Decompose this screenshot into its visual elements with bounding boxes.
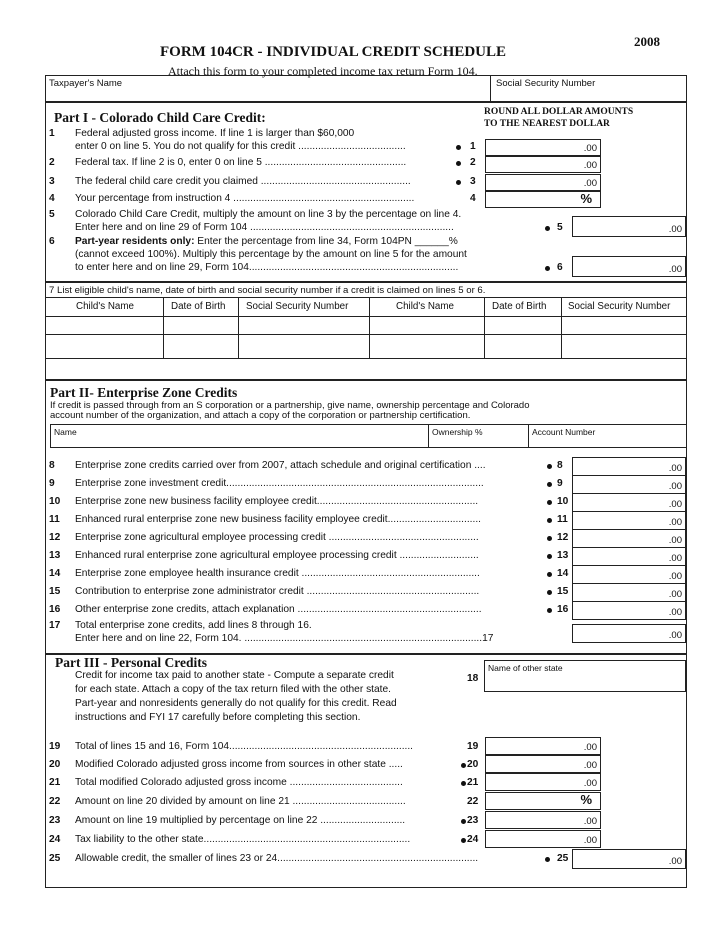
children-table (45, 282, 687, 380)
line19-input[interactable] (485, 737, 601, 755)
part3-intro-3: Part-year and nonresidents generally do not qualify for this credit. Read (75, 698, 397, 709)
cents-label: .00 (583, 760, 597, 771)
cents-label: .00 (668, 517, 682, 528)
line-text: Enterprise zone employee health insurance credit ............................................................... (75, 568, 480, 579)
line-text: Enter here and on line 22, Form 104. ....................................................................................17 (75, 633, 494, 644)
bullet-icon (461, 838, 466, 843)
line21-input[interactable] (485, 773, 601, 791)
cents-label: .00 (583, 835, 597, 846)
line-text: Your percentage from instruction 4 ................................................................ (75, 193, 415, 204)
line-ref: 11 (557, 514, 568, 525)
line-number: 3 (49, 176, 55, 187)
ssn-label: Social Security Number (496, 78, 596, 89)
line-text: enter 0 on line 5. You do not qualify for this credit ...................................... (75, 141, 406, 152)
line-number: 13 (49, 550, 61, 561)
col-childs-name: Child's Name (76, 301, 134, 312)
line8-input[interactable] (572, 457, 686, 476)
bullet-icon (456, 145, 461, 150)
col-date-of-birth: Date of Birth (171, 301, 226, 312)
cents-label: .00 (668, 224, 682, 235)
line5-input[interactable] (572, 216, 686, 237)
line-number: 23 (49, 815, 61, 826)
bullet-icon (545, 857, 550, 862)
line25-input[interactable] (572, 849, 686, 869)
line-ref: 9 (557, 478, 563, 489)
bullet-icon (547, 572, 552, 577)
line-ref: 18 (467, 673, 479, 684)
other-state-label: Name of other state (488, 663, 563, 673)
line-number: 6 (49, 236, 55, 247)
line-number: 16 (49, 604, 61, 615)
line-ref: 10 (557, 496, 569, 507)
line16-input[interactable] (572, 601, 686, 620)
cents-label: .00 (668, 535, 682, 546)
line-number: 22 (49, 796, 61, 807)
line-ref: 24 (467, 834, 479, 845)
line3-input[interactable] (485, 174, 601, 191)
bullet-icon (545, 266, 550, 271)
cents-label: .00 (583, 742, 597, 753)
line20-input[interactable] (485, 755, 601, 773)
line-ref: 21 (467, 777, 479, 788)
line-number: 19 (49, 741, 61, 752)
part2-desc-2: account number of the organization, and attach a copy of the corporation or partnership certification. (50, 410, 471, 421)
line7-text: 7 List eligible child's name, date of birth and social security number if a credit is claimed on lines 5 or 6. (49, 285, 486, 296)
line-ref: 20 (467, 759, 479, 770)
child-name-input[interactable] (47, 335, 162, 357)
round-note-1: ROUND ALL DOLLAR AMOUNTS (484, 107, 634, 117)
line-text: Total of lines 15 and 16, Form 104................................................................. (75, 741, 414, 752)
col-ssn: Social Security Number (568, 301, 671, 312)
line24-input[interactable] (485, 830, 601, 848)
line-ref: 8 (557, 460, 563, 471)
line15-input[interactable] (572, 583, 686, 602)
line2-input[interactable] (485, 156, 601, 173)
line-text: Other enterprise zone credits, attach explanation ................................................................. (75, 604, 482, 615)
part3-intro-1: Credit for income tax paid to another state - Compute a separate credit (75, 670, 394, 681)
line-ref: 16 (557, 604, 569, 615)
bullet-icon (547, 464, 552, 469)
bullet-icon (547, 482, 552, 487)
line-ref: 19 (467, 741, 479, 752)
line-ref: 6 (557, 262, 563, 273)
cents-label: .00 (668, 264, 682, 275)
cents-label: .00 (668, 571, 682, 582)
percent-label: % (580, 792, 592, 807)
line11-input[interactable] (572, 511, 686, 530)
form-year: 2008 (634, 34, 660, 49)
bullet-icon (547, 518, 552, 523)
line-text: Federal tax. If line 2 is 0, enter 0 on line 5 .................................................. (75, 157, 407, 168)
cents-label: .00 (668, 630, 682, 641)
line-ref: 23 (467, 815, 479, 826)
taxpayer-name-label: Taxpayer's Name (49, 78, 123, 89)
account-number-label: Account Number (532, 427, 596, 437)
form-title: FORM 104CR - INDIVIDUAL CREDIT SCHEDULE (160, 44, 507, 60)
line-ref: 25 (557, 853, 569, 864)
cents-label: .00 (583, 816, 597, 827)
taxpayer-name-field[interactable] (46, 87, 489, 100)
line-ref: 3 (470, 176, 476, 187)
part3-intro-4: instructions and FYI 17 carefully before completing this section. (75, 712, 361, 723)
col-childs-name: Child's Name (396, 301, 454, 312)
line10-input[interactable] (572, 493, 686, 512)
taxpayer-row (45, 75, 687, 102)
line-number: 11 (49, 514, 60, 525)
line-number: 2 (49, 157, 55, 168)
part2-desc-1: If credit is passed through from an S corporation or a partnership, give name, ownership percentage and Colorado (50, 400, 530, 411)
line-text: Amount on line 20 divided by amount on line 21 ........................................ (75, 796, 406, 807)
line6-text (75, 236, 458, 248)
ssn-field[interactable] (492, 87, 684, 100)
line14-input[interactable] (572, 565, 686, 584)
cents-label: .00 (668, 553, 682, 564)
bullet-icon (456, 180, 461, 185)
cents-label: .00 (668, 481, 682, 492)
line-number: 15 (49, 586, 61, 597)
cents-label: .00 (583, 143, 597, 154)
line1-input[interactable] (485, 139, 601, 156)
line-number: 4 (49, 193, 55, 204)
col-ssn: Social Security Number (246, 301, 349, 312)
line-ref: 14 (557, 568, 569, 579)
bullet-icon (547, 536, 552, 541)
line6-bold-label: Part-year residents only: (75, 236, 195, 247)
percent-label: % (580, 191, 592, 206)
line-text: Total modified Colorado adjusted gross income ........................................ (75, 777, 403, 788)
bullet-icon (547, 608, 552, 613)
line-ref: 13 (557, 550, 569, 561)
line-text: Enterprise zone agricultural employee processing credit ..................................................... (75, 532, 479, 543)
part1-title: Part I - Colorado Child Care Credit: (54, 110, 266, 125)
line-ref: 12 (557, 532, 569, 543)
line-text: Allowable credit, the smaller of lines 23 or 24....................................................................... (75, 853, 479, 864)
name-label: Name (54, 427, 77, 437)
part2-title: Part II- Enterprise Zone Credits (50, 385, 238, 400)
line-text: Enhanced rural enterprise zone agricultural employee processing credit ............................ (75, 550, 479, 561)
line-number: 21 (49, 777, 61, 788)
line-number: 9 (49, 478, 55, 489)
line17-input[interactable] (572, 624, 686, 643)
line-ref: 2 (470, 157, 476, 168)
line-number: 24 (49, 834, 61, 845)
line6-input[interactable] (572, 256, 686, 277)
line-text: Colorado Child Care Credit, multiply the amount on line 3 by the percentage on line 4. (75, 209, 462, 220)
line-number: 12 (49, 532, 61, 543)
line-number: 1 (49, 128, 55, 139)
line-ref: 22 (467, 796, 479, 807)
line-text: (cannot exceed 100%). Multiply this percentage by the amount on line 5 for the amount (75, 249, 467, 260)
line-ref: 5 (557, 222, 563, 233)
line-text: Federal adjusted gross income. If line 1 is larger than $60,000 (75, 128, 355, 139)
part3-title: Part III - Personal Credits (55, 655, 207, 670)
line-number: 8 (49, 460, 55, 471)
line13-input[interactable] (572, 547, 686, 566)
bullet-icon (547, 500, 552, 505)
bullet-icon (461, 819, 466, 824)
round-note-2: TO THE NEAREST DOLLAR (484, 119, 610, 129)
line-text: Enterprise zone credits carried over from 2007, attach schedule and original certification .... (75, 460, 486, 471)
line-text: Contribution to enterprise zone administrator credit ............................................................. (75, 586, 480, 597)
line6-text-rest: Enter the percentage from line 34, Form 104PN ______% (194, 236, 458, 247)
line-text: The federal child care credit you claimed ..................................................... (75, 176, 411, 187)
cents-label: .00 (668, 463, 682, 474)
line-number: 25 (49, 853, 61, 864)
line-text: Total enterprise zone credits, add lines 8 through 16. (75, 620, 312, 631)
line-number: 5 (49, 209, 55, 220)
line-ref: 4 (470, 193, 476, 204)
child-name-input[interactable] (47, 317, 162, 333)
line-number: 17 (49, 620, 61, 631)
cents-label: .00 (583, 178, 597, 189)
line-text: Modified Colorado adjusted gross income from sources in other state ..... (75, 759, 403, 770)
organization-row (50, 424, 687, 448)
line23-input[interactable] (485, 811, 601, 829)
line-number: 10 (49, 496, 61, 507)
cents-label: .00 (668, 607, 682, 618)
other-state-input[interactable] (484, 660, 686, 692)
line-text: Amount on line 19 multiplied by percentage on line 22 .............................. (75, 815, 406, 826)
line-text: Enterprise zone investment credit........................................................................................... (75, 478, 484, 489)
bullet-icon (547, 590, 552, 595)
line4-input[interactable] (485, 191, 601, 208)
part3-intro-2: for each state. Attach a copy of the tax return filed with the other state. (75, 684, 391, 695)
line-number: 14 (49, 568, 61, 579)
cents-label: .00 (668, 499, 682, 510)
line-ref: 1 (470, 141, 476, 152)
line-text: to enter here and on line 29, Form 104.......................................................................... (75, 262, 459, 273)
cents-label: .00 (668, 856, 682, 867)
bullet-icon (461, 781, 466, 786)
line-text: Enter here and on line 29 of Form 104 ........................................................................ (75, 222, 454, 233)
cents-label: .00 (583, 160, 597, 171)
form-subtitle: Attach this form to your completed income tax return Form 104. (168, 64, 478, 78)
cents-label: .00 (583, 778, 597, 789)
bullet-icon (456, 161, 461, 166)
line-text: Enterprise zone new business facility employee credit......................................................... (75, 496, 479, 507)
line-number: 20 (49, 759, 61, 770)
col-date-of-birth: Date of Birth (492, 301, 547, 312)
line9-input[interactable] (572, 475, 686, 494)
bullet-icon (461, 763, 466, 768)
ownership-label: Ownership % (432, 427, 483, 437)
line12-input[interactable] (572, 529, 686, 548)
bullet-icon (547, 554, 552, 559)
line22-input[interactable] (485, 792, 601, 810)
cents-label: .00 (668, 589, 682, 600)
line-text: Tax liability to the other state......................................................................... (75, 834, 411, 845)
line-text: Enhanced rural enterprise zone new business facility employee credit................................. (75, 514, 481, 525)
bullet-icon (545, 226, 550, 231)
line-ref: 15 (557, 586, 569, 597)
